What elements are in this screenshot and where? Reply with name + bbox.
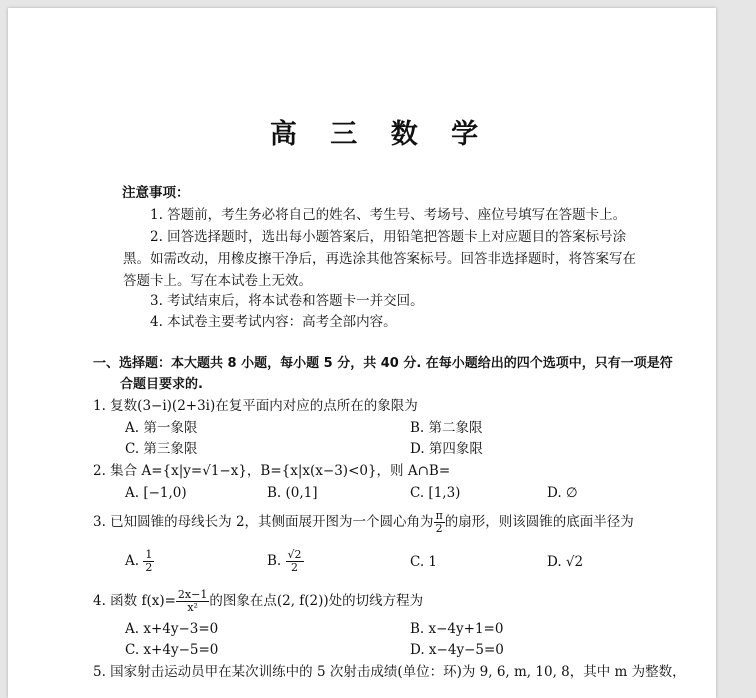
q1-option-b: B. 第二象限 (410, 420, 483, 436)
notice-item: 2. 回答选择题时，选出每小题答案后，用铅笔把答题卡上对应题目的答案标号涂 (150, 229, 627, 245)
q3-stem-part2: 的扇形，则该圆锥的底面半径为 (444, 514, 634, 530)
q1-option-c: C. 第三象限 (125, 441, 198, 457)
q3-option-a (125, 549, 154, 574)
q3-option-b (267, 549, 304, 574)
q3-option-b-denominator: 2 (291, 561, 299, 574)
q4-function-numerator: 2x−1 (177, 588, 208, 601)
notice-item: 3. 考试结束后，将本试卷和答题卡一并交回。 (150, 293, 424, 309)
q3-angle-fraction (434, 510, 445, 535)
q2-stem: 2. 集合 A={x|y=√1−x}，B={x|x(x−3)<0}，则 A∩B= (93, 463, 451, 479)
q4-stem (93, 589, 423, 614)
q4-option-c: C. x+4y−5=0 (125, 642, 219, 658)
q3-angle-numerator: π (435, 509, 443, 522)
q3-option-a-numerator: 1 (145, 548, 153, 561)
notice-item: 1. 答题前，考生务必将自己的姓名、考生号、考场号、座位号填写在答题卡上。 (150, 207, 627, 223)
q3-option-d: D. √2 (547, 554, 584, 570)
q3-option-b-numerator: √2 (287, 548, 302, 561)
q1-option-a: A. 第一象限 (125, 420, 198, 436)
q4-option-d: D. x−4y−5=0 (410, 642, 504, 658)
section-heading: 一、选择题：本大题共 8 小题，每小题 5 分，共 40 分. 在每小题给出的四个选项中，只有一项是符 (93, 356, 673, 371)
notice-heading: 注意事项： (122, 185, 190, 201)
q5-stem: 5. 国家射击运动员甲在某次训练中的 5 次射击成绩(单位：环)为 9, 6, m, 10, 8，其中 m 为整数， (93, 664, 686, 680)
q4-function-denominator: x² (187, 601, 198, 614)
q3-option-a-denominator: 2 (145, 561, 153, 574)
q2-option-c: C. [1,3) (410, 485, 461, 501)
q3-stem (93, 510, 634, 535)
q4-stem-part2: 的图象在点(2, f(2))处的切线方程为 (209, 593, 424, 609)
q4-option-b: B. x−4y+1=0 (410, 621, 504, 637)
section-heading-cont: 合题目要求的. (120, 377, 203, 392)
q3-stem-part1: 3. 已知圆锥的母线长为 2，其侧面展开图为一个圆心角为 (93, 514, 434, 530)
q1-option-d: D. 第四象限 (410, 441, 483, 457)
q3-option-a-fraction (143, 549, 154, 574)
q3-option-a-label: A. (125, 553, 140, 569)
notice-item: 4. 本试卷主要考试内容：高考全部内容。 (150, 314, 397, 330)
notice-item: 答题卡上。写在本试卷上无效。 (123, 273, 312, 289)
q3-option-b-fraction (286, 549, 304, 574)
exam-title: 高 三 数 学 (269, 119, 491, 150)
q2-option-b: B. (0,1] (267, 485, 318, 501)
q2-option-d: D. ∅ (547, 485, 578, 501)
q4-stem-part1: 4. 函数 f(x)= (93, 593, 176, 609)
q4-function-fraction (176, 589, 209, 614)
q2-option-a: A. [−1,0) (125, 485, 187, 501)
q3-option-c: C. 1 (410, 554, 438, 570)
q3-option-b-label: B. (267, 553, 282, 569)
notice-item: 黑。如需改动，用橡皮擦干净后，再选涂其他答案标号。回答非选择题时，将答案写在 (123, 251, 636, 267)
q3-angle-denominator: 2 (435, 522, 443, 535)
q1-stem: 1. 复数(3−i)(2+3i)在复平面内对应的点所在的象限为 (93, 398, 418, 414)
q4-option-a: A. x+4y−3=0 (125, 621, 219, 637)
